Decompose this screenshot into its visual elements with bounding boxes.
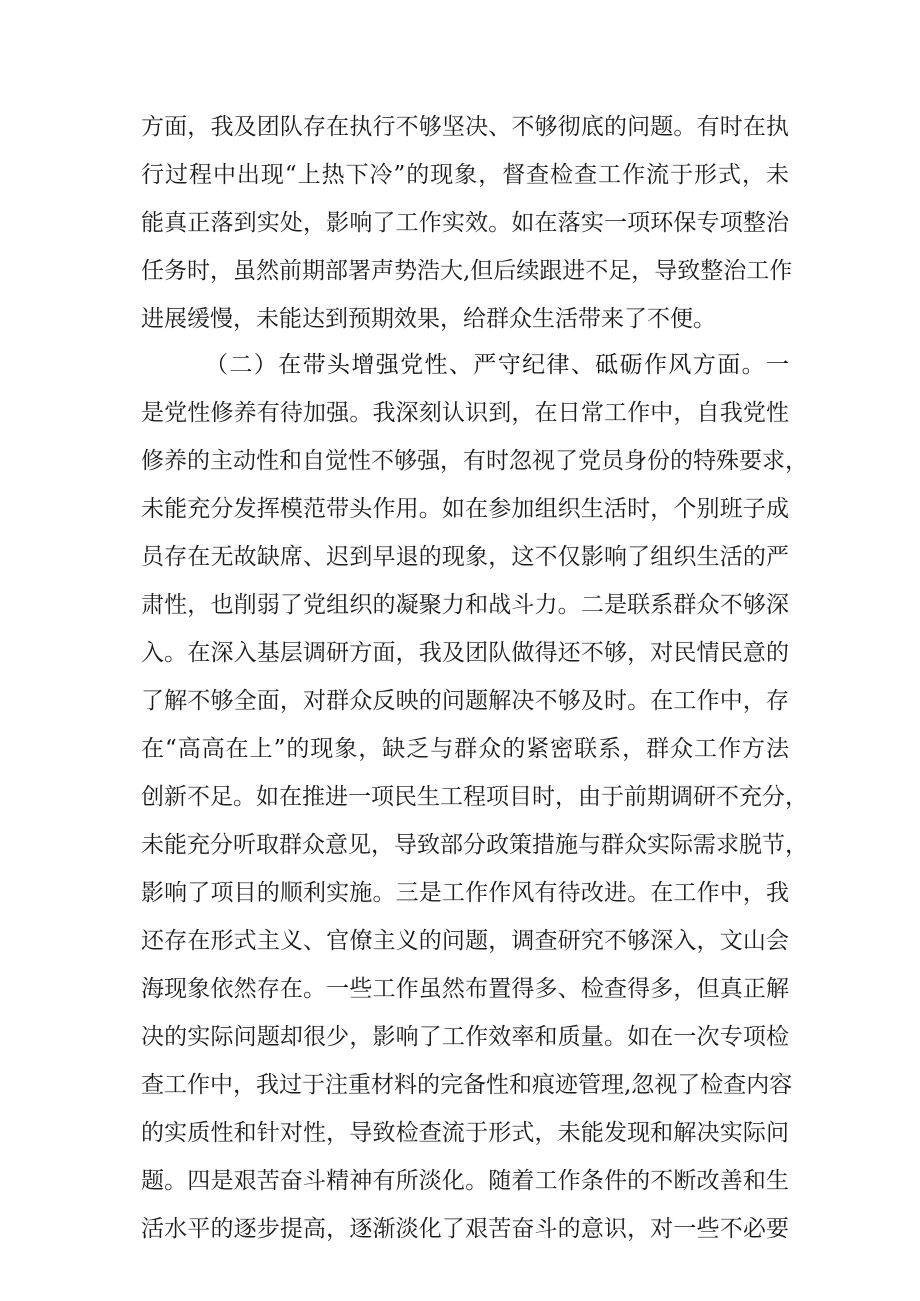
text-line: 题。四是艰苦奋斗精神有所淡化。随着工作条件的不断改善和生 [141,1168,789,1194]
text-line: 方面，我及团队存在执行不够坚决、不够彻底的问题。有时在执 [141,114,789,140]
text-line: 行过程中出现“上热下冷”的现象，督查检查工作流于形式，未 [141,162,789,188]
text-line: 的实质性和针对性，导致检查流于形式，未能发现和解决实际问 [141,1120,789,1146]
text-line: 了解不够全面，对群众反映的问题解决不够及时。在工作中，存 [141,688,789,714]
text-line: 还存在形式主义、官僚主义的问题，调查研究不够深入，文山会 [141,928,789,954]
text-line: 活水平的逐步提高，逐渐淡化了艰苦奋斗的意识，对一些不必要 [141,1216,789,1242]
text-line: 员存在无故缺席、迟到早退的现象，这不仅影响了组织生活的严 [141,544,789,570]
text-line: 入。在深入基层调研方面，我及团队做得还不够，对民情民意的 [141,640,789,666]
text-line: 能真正落到实处，影响了工作实效。如在落实一项环保专项整治 [141,210,789,236]
text-line: 是党性修养有待加强。我深刻认识到，在日常工作中，自我党性 [141,400,789,426]
text-line: 修养的主动性和自觉性不够强，有时忽视了党员身份的特殊要求， [141,448,808,474]
text-line: 创新不足。如在推进一项民生工程项目时，由于前期调研不充分， [141,784,808,810]
section-heading: （二）在带头增强党性、严守纪律、砥砺作风方面。一 [205,352,789,378]
text-line: 影响了项目的顺利实施。三是工作作风有待改进。在工作中，我 [141,880,789,906]
text-line: 未能充分发挥模范带头作用。如在参加组织生活时，个别班子成 [141,496,789,522]
text-line: 未能充分听取群众意见，导致部分政策措施与群众实际需求脱节， [141,832,808,858]
text-line: 进展缓慢，未能达到预期效果，给群众生活带来了不便。 [141,306,716,332]
text-line: 任务时，虽然前期部署声势浩大,但后续跟进不足，导致整治工作 [141,258,793,284]
text-line: 肃性，也削弱了党组织的凝聚力和战斗力。二是联系群众不够深 [141,592,789,618]
text-line: 在“高高在上”的现象，缺乏与群众的紧密联系，群众工作方法 [141,736,789,762]
text-line: 海现象依然存在。一些工作虽然布置得多、检查得多，但真正解 [141,976,789,1002]
text-line: 决的实际问题却很少，影响了工作效率和质量。如在一次专项检 [141,1024,789,1050]
text-line: 查工作中，我过于注重材料的完备性和痕迹管理,忽视了检查内容 [141,1072,793,1098]
